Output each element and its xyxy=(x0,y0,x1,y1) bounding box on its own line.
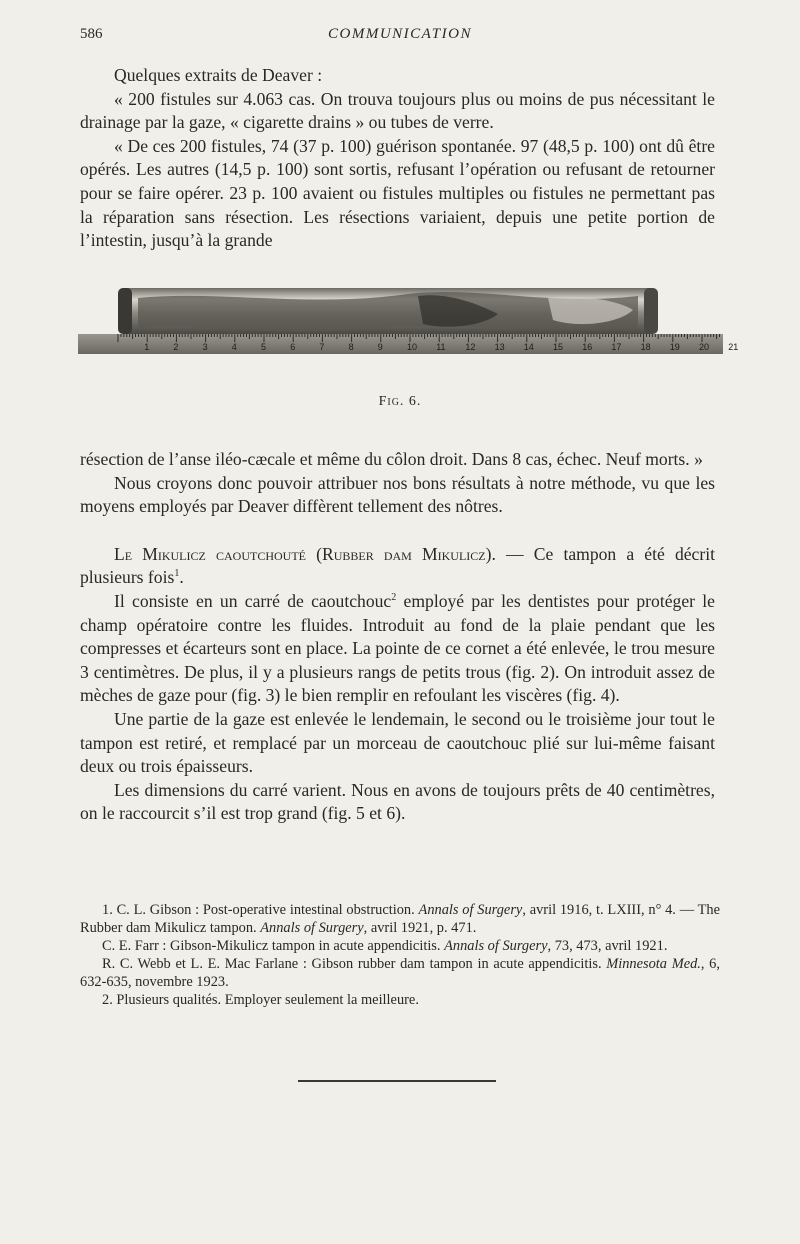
end-rule xyxy=(298,1080,496,1082)
ruler-number: 4 xyxy=(231,342,237,352)
section-heading: Le Mikulicz caoutchouté (Rubber dam Mikulicz). xyxy=(114,543,496,564)
footnote-ref: 1 xyxy=(174,568,180,580)
ruler-number: 19 xyxy=(669,342,680,352)
paragraph: « De ces 200 fistules, 74 (37 p. 100) guérison spontanée. 97 (48,5 p. 100) ont dû être opérés. Les autres (14,5 p. 100) sont sortis, refusant l’opération ou refusant de retourner pour se faire opérer. 23 p. 100 avaient ou fistules multiples ou fistules ne permettant pas la réparation sans résection. Les résections variaient, depuis une petite portion de l’intestin, jusqu’à la grande xyxy=(80,135,715,251)
footnote: R. C. Webb et L. E. Mac Farlane : Gibson rubber dam tampon in acute appendicitis. Minnesota Med., 6, 632-635, novembre 1923. xyxy=(80,956,720,990)
section-intro: Le Mikulicz caoutchouté (Rubber dam Mikulicz). — Ce tampon a été décrit plusieurs fois$^1$. xyxy=(80,543,715,588)
ruler-number: 2 xyxy=(173,342,179,352)
figure-tube-ruler xyxy=(78,284,739,358)
ruler-number: 21 xyxy=(728,342,739,352)
footnote-ref: 2 xyxy=(391,592,397,604)
ruler-number: 1 xyxy=(144,342,150,352)
paragraph: Nous croyons donc pouvoir attribuer nos bons résultats à notre méthode, vu que les moyens employés par Deaver diffèrent tellement des nôtres. xyxy=(80,472,715,517)
ruler-number: 17 xyxy=(611,342,622,352)
paragraph: Une partie de la gaze est enlevée le lendemain, le second ou le troisième jour tout le tampon est retiré, et remplacé par un morceau de caoutchouc plié sur lui-même faisant deux ou trois épaisseurs. xyxy=(80,708,715,777)
footnote: C. E. Farr : Gibson-Mikulicz tampon in acute appendicitis. Annals of Surgery, 73, 473, avril 1921. xyxy=(102,938,668,954)
footnote: 2. Plusieurs qualités. Employer seulement la meilleure. xyxy=(102,992,419,1008)
ruler-number: 14 xyxy=(523,342,534,352)
ruler-number: 6 xyxy=(290,342,296,352)
ruler-number: 11 xyxy=(436,342,446,352)
ruler-number: 15 xyxy=(553,342,564,352)
ruler-number: 9 xyxy=(377,342,383,352)
ruler-labels xyxy=(144,342,738,352)
ruler-number: 3 xyxy=(202,342,208,352)
ruler-number: 8 xyxy=(348,342,354,352)
paragraph: Il consiste en un carré de caoutchouc$^2$ employé par les dentistes pour protéger le champ opératoire contre les fluides. Introduit au fond de la plaie pendant que les compresses et écarteurs sont en place. La pointe de ce cornet a été enlevée, le trou mesure 3 centimètres. De plus, il y a plusieurs rangs de petits trous (fig. 2). On introduit assez de mèches de gaze pour (fig. 3) le bien remplir en refoulant les viscères (fig. 4). xyxy=(80,590,715,706)
paragraph: « 200 fistules sur 4.063 cas. On trouva toujours plus ou moins de pus nécessitant le drainage par la gaze, « cigarette drains » ou tubes de verre. xyxy=(80,88,715,133)
footnotes xyxy=(80,901,720,1009)
paragraph: Les dimensions du carré varient. Nous en avons de toujours prêts de 40 centimètres, on le raccourcit s’il est trop grand (fig. 5 et 6). xyxy=(80,779,715,824)
page-number: 586 xyxy=(80,26,103,42)
running-title: COMMUNICATION xyxy=(328,26,472,42)
ruler-number: 16 xyxy=(582,342,593,352)
figure-caption: Fig. 6. xyxy=(378,394,422,409)
paragraph: Quelques extraits de Deaver : xyxy=(114,65,323,85)
text-block-bottom xyxy=(80,448,715,826)
text-block-top xyxy=(80,64,715,253)
ruler-number: 13 xyxy=(494,342,505,352)
footnote: 1. C. L. Gibson : Post-operative intestinal obstruction. Annals of Surgery, avril 1916, t. LXIII, n° 4. — The Rubber dam Mikulicz tampon. Annals of Surgery, avril 1921, p. 471. xyxy=(80,902,720,936)
ruler-number: 12 xyxy=(465,342,476,352)
ruler-number: 18 xyxy=(640,342,651,352)
ruler-number: 10 xyxy=(407,342,418,352)
ruler-number: 5 xyxy=(261,342,267,352)
ruler-number: 20 xyxy=(699,342,710,352)
ruler-number: 7 xyxy=(319,342,325,352)
paragraph-continuation: résection de l’anse iléo-cæcale et même du côlon droit. Dans 8 cas, échec. Neuf morts. » xyxy=(80,449,703,469)
page-header xyxy=(80,26,720,48)
